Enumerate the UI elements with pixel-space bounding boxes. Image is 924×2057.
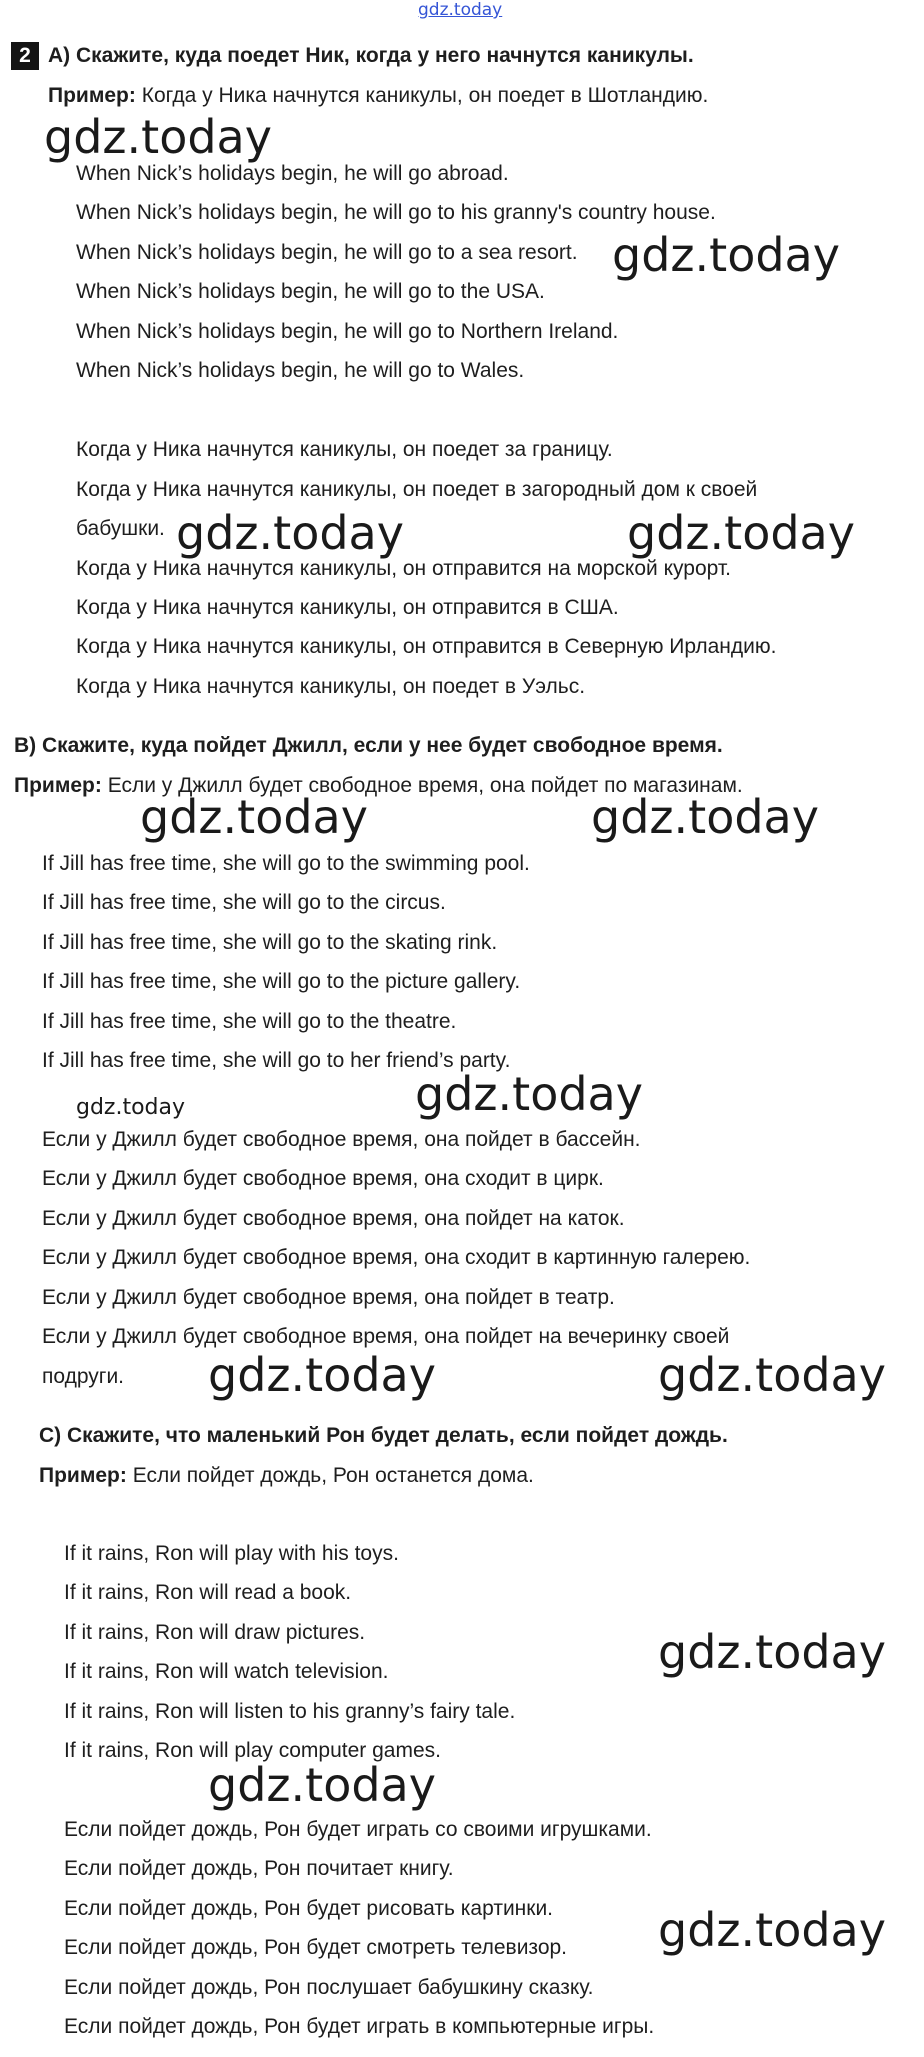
section-b-ru-line: Если у Джилл будет свободное время, она пойдет на вечеринку своей xyxy=(42,1325,730,1348)
section-b-ru-line: подруги. xyxy=(42,1365,125,1388)
section-c-ru-line: Если пойдет дождь, Рон будет смотреть телевизор. xyxy=(64,1936,568,1959)
section-b-ru-line: Если у Джилл будет свободное время, она пойдет в театр. xyxy=(42,1286,615,1309)
section-c-ru-line: Если пойдет дождь, Рон будет рисовать картинки. xyxy=(64,1897,554,1920)
section-c-en-line: If it rains, Ron will play with his toys. xyxy=(64,1542,399,1565)
watermark-logo: gdz.today xyxy=(658,1625,886,1679)
watermark-logo: gdz.today xyxy=(658,1903,886,1957)
section-a-ru-line: Когда у Ника начнутся каникулы, он поедет в загородный дом к своей xyxy=(76,478,758,501)
section-b-en-line: If Jill has free time, she will go to the picture gallery. xyxy=(42,970,521,993)
watermark-logo: gdz.today xyxy=(140,790,368,844)
example-label: Пример: xyxy=(39,1464,127,1487)
section-a-heading: А) Скажите, куда поедет Ник, когда у него начнутся каникулы. xyxy=(48,44,694,67)
example-text: Когда у Ника начнутся каникулы, он поедет в Шотландию. xyxy=(135,84,709,107)
example-text: Если пойдет дождь, Рон останется дома. xyxy=(126,1464,534,1487)
section-a-ru-line: Когда у Ника начнутся каникулы, он поедет в Уэльс. xyxy=(76,675,586,698)
section-c-en-line: If it rains, Ron will read a book. xyxy=(64,1581,352,1604)
section-a-example xyxy=(48,83,708,109)
section-a-en-line: When Nick’s holidays begin, he will go to his granny's country house. xyxy=(76,201,716,224)
section-a-ru-line: Когда у Ника начнутся каникулы, он отправится в Северную Ирландию. xyxy=(76,635,777,658)
task-number-badge: 2 xyxy=(11,42,39,70)
section-c-en-line: If it rains, Ron will play computer games. xyxy=(64,1739,441,1762)
section-b-en-line: If Jill has free time, she will go to the theatre. xyxy=(42,1010,457,1033)
section-b-ru-line: Если у Джилл будет свободное время, она пойдет на каток. xyxy=(42,1207,625,1230)
section-c-ru-line: Если пойдет дождь, Рон будет играть в компьютерные игры. xyxy=(64,2015,655,2038)
watermark-logo: gdz.today xyxy=(176,506,404,560)
watermark-logo: gdz.today xyxy=(591,790,819,844)
example-text: Если у Джилл будет свободное время, она пойдет по магазинам. xyxy=(101,774,743,797)
section-c-en-line: If it rains, Ron will watch television. xyxy=(64,1660,389,1683)
section-b-heading: В) Скажите, куда пойдет Джилл, если у нее будет свободное время. xyxy=(14,734,723,757)
watermark-logo-small: gdz.today xyxy=(76,1095,186,1120)
section-a-ru-line: бабушки. xyxy=(76,517,165,540)
section-b-ru-line: Если у Джилл будет свободное время, она пойдет в бассейн. xyxy=(42,1128,641,1151)
section-c-en-line: If it rains, Ron will draw pictures. xyxy=(64,1621,366,1644)
watermark-logo: gdz.today xyxy=(415,1067,643,1121)
section-c-ru-line: Если пойдет дождь, Рон будет играть со своими игрушками. xyxy=(64,1818,652,1841)
example-label: Пример: xyxy=(48,84,136,107)
section-a-en-line: When Nick’s holidays begin, he will go to Northern Ireland. xyxy=(76,320,619,343)
section-a-en-line: When Nick’s holidays begin, he will go to a sea resort. xyxy=(76,241,578,264)
section-b-en-line: If Jill has free time, she will go to the swimming pool. xyxy=(42,852,530,875)
section-a-ru-line: Когда у Ника начнутся каникулы, он поедет за границу. xyxy=(76,438,613,461)
section-a-ru-line: Когда у Ника начнутся каникулы, он отправится на морской курорт. xyxy=(76,557,731,580)
section-a-en-line: When Nick’s holidays begin, he will go to Wales. xyxy=(76,359,525,382)
section-a-en-line: When Nick’s holidays begin, he will go abroad. xyxy=(76,162,509,185)
watermark-logo: gdz.today xyxy=(44,110,272,164)
section-c-example xyxy=(39,1463,534,1489)
watermark-logo: gdz.today xyxy=(627,506,855,560)
section-a-en-line: When Nick’s holidays begin, he will go to the USA. xyxy=(76,280,545,303)
watermark-logo: gdz.today xyxy=(208,1758,436,1812)
watermark-logo: gdz.today xyxy=(612,228,840,282)
watermark-logo: gdz.today xyxy=(658,1348,886,1402)
example-label: Пример: xyxy=(14,774,102,797)
section-b-ru-line: Если у Джилл будет свободное время, она сходит в цирк. xyxy=(42,1167,604,1190)
section-b-en-line: If Jill has free time, she will go to the circus. xyxy=(42,891,446,914)
section-b-en-line: If Jill has free time, she will go to her friend’s party. xyxy=(42,1049,511,1072)
watermark-logo: gdz.today xyxy=(208,1348,436,1402)
watermark-top-link[interactable]: gdz.today xyxy=(418,0,503,20)
section-c-en-line: If it rains, Ron will listen to his granny’s fairy tale. xyxy=(64,1700,516,1723)
section-a-ru-line: Когда у Ника начнутся каникулы, он отправится в США. xyxy=(76,596,619,619)
section-b-en-line: If Jill has free time, she will go to the skating rink. xyxy=(42,931,498,954)
section-c-ru-line: Если пойдет дождь, Рон почитает книгу. xyxy=(64,1857,454,1880)
section-c-ru-line: Если пойдет дождь, Рон послушает бабушкину сказку. xyxy=(64,1976,594,1999)
section-c-heading: С) Скажите, что маленький Рон будет делать, если пойдет дождь. xyxy=(39,1424,728,1447)
section-b-ru-line: Если у Джилл будет свободное время, она сходит в картинную галерею. xyxy=(42,1246,751,1269)
